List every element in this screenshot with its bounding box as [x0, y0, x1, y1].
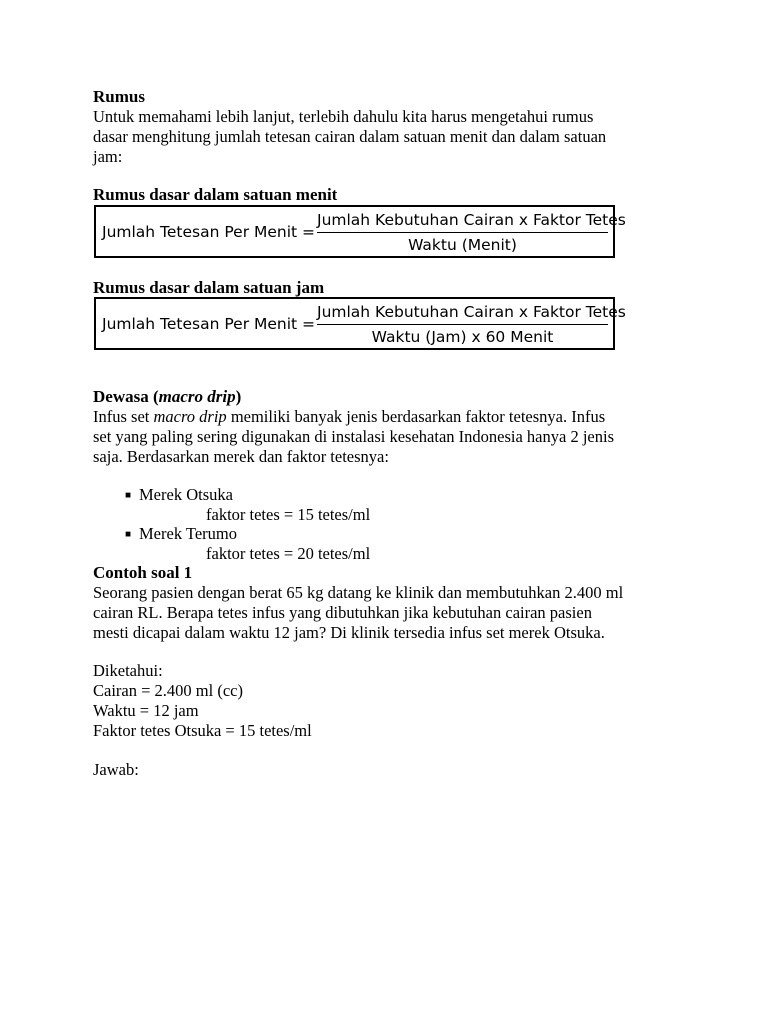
bullet-detail: faktor tetes = 15 tetes/ml	[206, 505, 371, 524]
list-item	[125, 485, 233, 506]
formula-menit-heading: Rumus dasar dalam satuan menit	[93, 185, 338, 204]
formula-menit-numerator: Jumlah Kebutuhan Cairan x Faktor Tetes	[317, 211, 626, 229]
formula-jam-heading: Rumus dasar dalam satuan jam	[93, 278, 325, 297]
dewasa-para-line-3: saja. Berdasarkan merek dan faktor tetesnya:	[93, 447, 389, 466]
dewasa-heading: Dewasa (macro drip)	[93, 387, 242, 406]
contoh-para-line-3: mesti dicapai dalam waktu 12 jam? Di klinik tersedia infus set merek Otsuka.	[93, 623, 605, 642]
rumus-para-line-1: Untuk memahami lebih lanjut, terlebih dahulu kita harus mengetahui rumus	[93, 107, 594, 126]
diketahui-item: Faktor tetes Otsuka = 15 tetes/ml	[93, 721, 312, 740]
rumus-para-line-3: jam:	[93, 147, 123, 166]
formula-jam-denominator: Waktu (Jam) x 60 Menit	[371, 328, 554, 346]
dewasa-para-line-2: set yang paling sering digunakan di instalasi kesehatan Indonesia hanya 2 jenis	[93, 427, 614, 446]
diketahui-label: Diketahui:	[93, 661, 163, 680]
jawab-label: Jawab:	[93, 760, 139, 779]
formula-jam-numerator: Jumlah Kebutuhan Cairan x Faktor Tetes	[317, 303, 626, 321]
dewasa-section	[93, 387, 693, 467]
formula-jam-fraction	[317, 302, 626, 347]
formula-jam-heading-wrap	[93, 278, 693, 298]
contoh-heading: Contoh soal 1	[93, 563, 193, 582]
contoh-para-line-1: Seorang pasien dengan berat 65 kg datang ke klinik dan membutuhkan 2.400 ml	[93, 583, 624, 602]
formula-menit-fraction	[317, 210, 626, 255]
rumus-para-line-2: dasar menghitung jumlah tetesan cairan dalam satuan menit dan dalam satuan	[93, 127, 607, 146]
list-item	[125, 524, 237, 545]
bullet-detail: faktor tetes = 20 tetes/ml	[206, 544, 371, 563]
jawab-section	[93, 760, 693, 780]
formula-menit-left: Jumlah Tetesan Per Menit =	[102, 223, 316, 241]
bullet-label: Merek Terumo	[139, 524, 237, 543]
square-bullet-icon: ■	[125, 529, 132, 540]
formula-jam-box	[94, 297, 626, 350]
formula-jam-left: Jumlah Tetesan Per Menit =	[102, 315, 316, 333]
bullet-label: Merek Otsuka	[139, 485, 233, 504]
formula-menit-box	[94, 205, 626, 258]
contoh-section	[93, 563, 693, 643]
formula-menit-denominator: Waktu (Menit)	[408, 236, 517, 254]
diketahui-item: Waktu = 12 jam	[93, 701, 199, 720]
formula-menit-heading-wrap	[93, 185, 693, 205]
diketahui-section	[93, 661, 693, 741]
square-bullet-icon: ■	[125, 490, 132, 501]
rumus-heading: Rumus	[93, 87, 145, 106]
dewasa-para-line-1: Infus set macro drip memiliki banyak jenis berdasarkan faktor tetesnya. Infus	[93, 407, 606, 426]
contoh-para-line-2: cairan RL. Berapa tetes infus yang dibutuhkan jika kebutuhan cairan pasien	[93, 603, 592, 622]
diketahui-item: Cairan = 2.400 ml (cc)	[93, 681, 243, 700]
rumus-section	[93, 87, 693, 167]
